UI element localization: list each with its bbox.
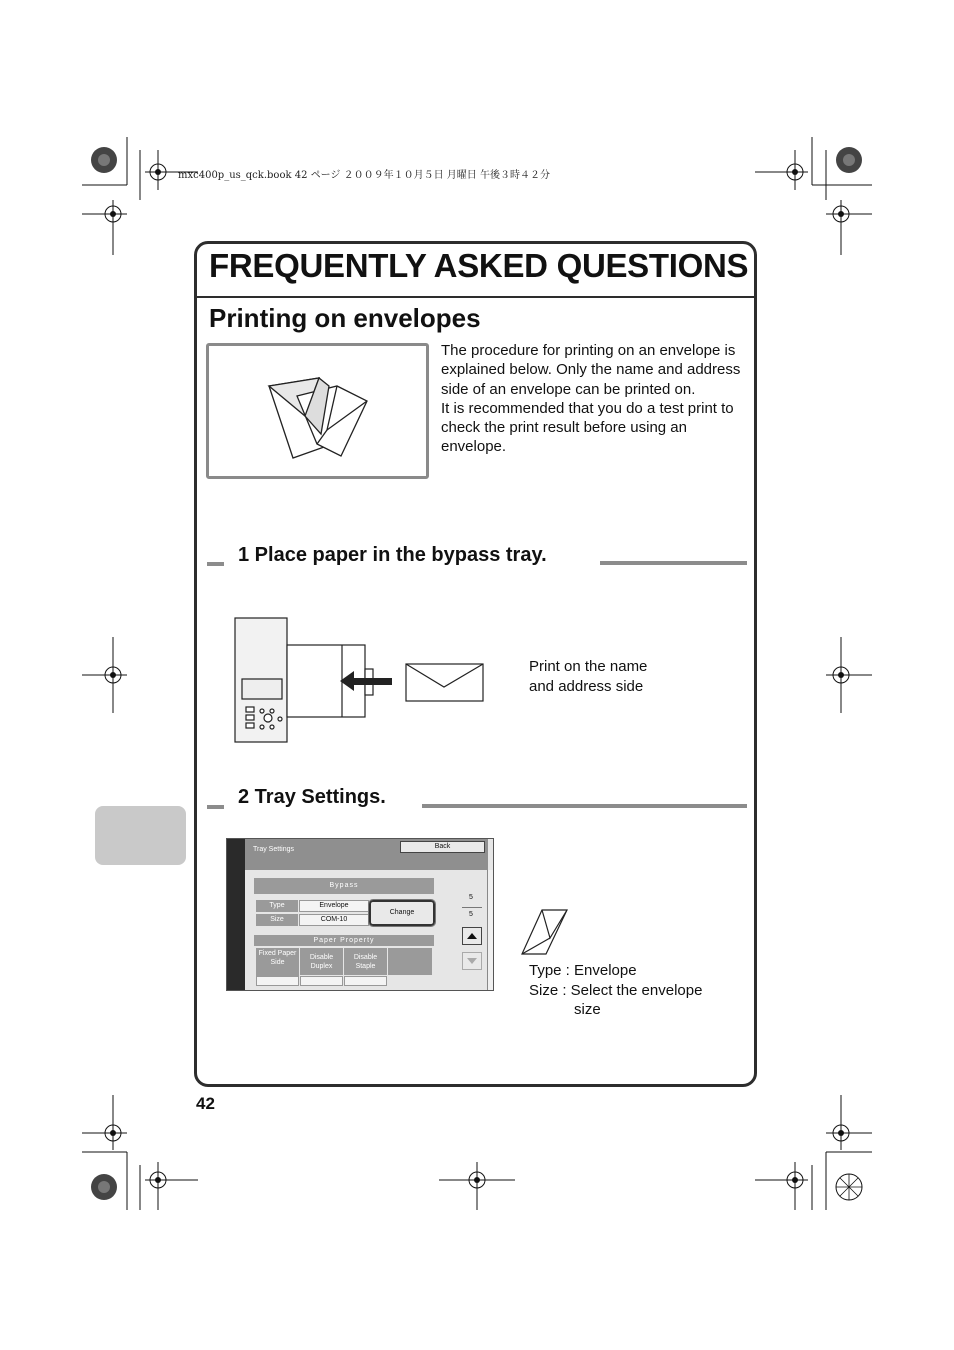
type-label: Type xyxy=(256,900,298,912)
page-number: 42 xyxy=(196,1094,215,1113)
step2-rule-right xyxy=(422,804,747,808)
step2-rule-left xyxy=(207,805,224,809)
page-divider xyxy=(462,907,482,908)
empty-property-cell xyxy=(388,948,432,975)
triangle-down-icon xyxy=(463,953,481,969)
type-value: Envelope xyxy=(299,900,369,912)
size-label: Size xyxy=(256,914,298,926)
scroll-down-button[interactable] xyxy=(462,952,482,970)
page-total: 5 xyxy=(469,911,473,918)
panel-header xyxy=(245,839,488,870)
paper-property-header: Paper Property xyxy=(254,935,434,946)
step2-note-type: Type : Envelope xyxy=(529,962,637,979)
step1-rule-left xyxy=(207,562,224,566)
change-button[interactable]: Change xyxy=(369,900,435,926)
step2-note xyxy=(529,961,702,1020)
step1-note-line1: Print on the name xyxy=(529,658,648,675)
envelope-icon xyxy=(520,908,570,956)
triangle-up-icon xyxy=(463,928,481,944)
panel-header-title: Tray Settings xyxy=(253,846,294,853)
step2-note-size-cont: size xyxy=(574,1001,601,1018)
intro-text xyxy=(441,341,751,457)
step1-rule-right xyxy=(600,561,747,565)
fixed-side-checkbox[interactable] xyxy=(256,976,299,986)
disable-duplex-checkbox[interactable] xyxy=(300,976,343,986)
panel-left-strip xyxy=(227,839,245,990)
fixed-paper-side-label: Fixed Paper Side xyxy=(256,948,299,976)
section-title: Printing on envelopes xyxy=(209,303,481,333)
bypass-header: Bypass xyxy=(254,878,434,894)
disable-staple-checkbox[interactable] xyxy=(344,976,387,986)
step1-note-line2: and address side xyxy=(529,677,644,695)
size-value: COM-10 xyxy=(299,914,369,926)
page-current: 5 xyxy=(469,894,473,901)
title-divider xyxy=(197,296,754,298)
step2-note-size: Size : Select the envelope xyxy=(529,981,703,999)
print-header: mxc400p_us_qck.book 42 ページ ２００９年１０月５日 月曜日 午後３時４２分 xyxy=(178,170,550,181)
chapter-tab xyxy=(95,806,186,865)
disable-duplex-label: Disable Duplex xyxy=(300,948,343,975)
envelopes-illustration xyxy=(209,346,426,476)
page-title: FREQUENTLY ASKED QUESTIONS xyxy=(209,247,749,284)
step1-note xyxy=(529,657,647,696)
tray-settings-panel xyxy=(226,838,494,991)
intro-paragraph-2: It is recommended that you do a test print to check the print result before using an envelope. xyxy=(441,399,734,456)
bypass-tray-illustration xyxy=(234,617,489,745)
envelope-illustration-box xyxy=(206,343,429,479)
step1-title: 1 Place paper in the bypass tray. xyxy=(238,544,547,566)
intro-paragraph-1: The procedure for printing on an envelope is explained below. Only the name and address side of an envelope can be printed on. xyxy=(441,342,741,398)
step2-title: 2 Tray Settings. xyxy=(238,786,386,808)
scroll-up-button[interactable] xyxy=(462,927,482,945)
panel-scrollbar[interactable] xyxy=(487,870,493,990)
back-button[interactable]: Back xyxy=(400,841,485,853)
disable-staple-label: Disable Staple xyxy=(344,948,387,975)
